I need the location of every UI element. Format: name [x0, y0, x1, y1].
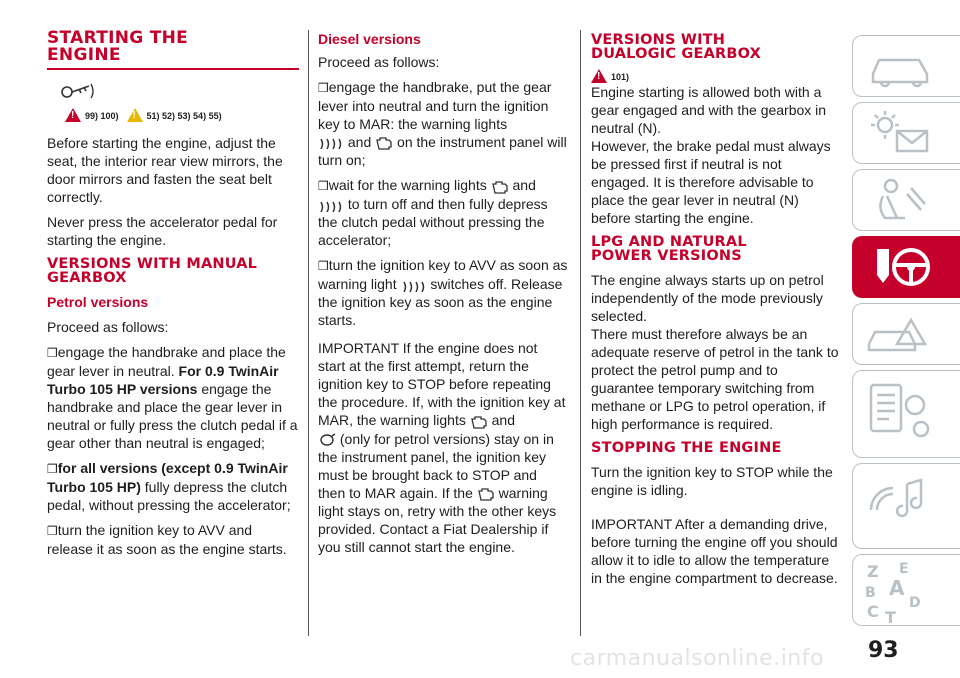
proceed-text: Proceed as follows:: [318, 54, 440, 70]
bullet-icon: ❒: [318, 81, 329, 95]
bullet-item: ❒engage the handbrake, put the gear lever into neutral and turn the ignition key to MAR: the warning lights and on the instrument panel will turn on;: [318, 79, 567, 169]
bullet-item: ❒turn the ignition key to AVV as soon as warning light switches off. Release the ignition key as soon as the engine starts.: [318, 257, 568, 329]
index-letter-d: D: [909, 595, 921, 611]
index-letter-t: T: [885, 608, 896, 625]
manual-gearbox-heading: VERSIONS WITH MANUAL GEARBOX: [47, 256, 258, 286]
engine-check-icon: [375, 135, 393, 151]
key-icon: [59, 80, 299, 102]
stopping-heading: STOPPING THE ENGINE: [591, 440, 782, 456]
tab-safety[interactable]: [852, 169, 960, 231]
bullet-icon: ❒: [318, 259, 329, 274]
bullet-icon: ❒: [47, 462, 58, 476]
bullet-item: ❒turn the ignition key to AVV and release it as soon as the engine starts.: [47, 522, 287, 557]
page-number: 93: [868, 638, 899, 663]
danger-icon: [65, 108, 81, 122]
bullet-item: ❒wait for the warning lights and to turn off and then fully depress the clutch pedal without pressing the accelerator;: [318, 177, 548, 249]
caution-icon: [127, 108, 143, 122]
column-divider: [308, 30, 309, 636]
seat-safety-icon: [863, 176, 943, 226]
engine-check-icon: [477, 486, 495, 502]
column-3: [591, 30, 841, 594]
maintenance-icon: [863, 377, 943, 453]
column-1: [47, 30, 299, 565]
refs-b[interactable]: 51) 52) 53) 54) 55): [146, 111, 222, 121]
column-2: [318, 30, 568, 563]
dualogic-heading: VERSIONS WITH DUALOGIC GEARBOX: [591, 32, 762, 62]
lpg-heading: LPG AND NATURAL POWER VERSIONS: [591, 234, 747, 264]
warning-refs: [591, 69, 841, 83]
index-letter-z: Z: [867, 562, 879, 581]
stop-important: IMPORTANT After a demanding drive, before turning the engine off you should allow it to idle to allow the temperature in the engine compartment to decrease.: [591, 516, 838, 586]
dualogic-text: Engine starting is allowed both with a gear engaged and with the gearbox in neutral (N). However, the brake pedal must always be pressed first if neutral is not engaged. It is therefore advisable to place the gear lever in neutral (N) before starting the engine.: [591, 84, 831, 226]
index-letter-c: C: [867, 602, 879, 621]
diesel-heading: Diesel versions: [318, 31, 421, 47]
ref-101[interactable]: 101): [611, 72, 630, 82]
tab-starting-driving[interactable]: [852, 236, 960, 298]
immobilizer-icon: [318, 433, 336, 447]
important-paragraph: IMPORTANT If the engine does not start at the first attempt, return the ignition key to STOP before repeating the procedure. If, with the ignition key at MAR, the warning lights and (only for petrol versions) stay on in the instrument panel, the ignition key must be brought back to STOP and then to MAR again. If the warning light stays on, retry with the other keys provided. Contact a Fiat Dealership if you still cannot start the engine.: [318, 340, 566, 555]
intro-paragraph-2: Never press the accelerator pedal for starting the engine.: [47, 214, 278, 248]
index-letter-b: B: [865, 585, 876, 601]
index-icon: [863, 561, 943, 625]
glow-plug-icon: [318, 137, 344, 149]
bullet-icon: ❒: [47, 524, 58, 538]
key-steering-icon: [863, 243, 943, 293]
multimedia-icon: [863, 470, 943, 544]
petrol-heading: Petrol versions: [47, 294, 149, 310]
lpg-text: The engine always starts up on petrol independently of the mode previously selected. There must therefore always be an adequate reserve of petrol in the tank to protect the petrol pump and to guarantee temporary switching from methane or LPG to petrol operation, if high performance is required.: [591, 272, 839, 432]
bullet-item: ❒for all versions (except 0.9 TwinAir Turbo 105 HP) fully depress the clutch pedal, without pressing the accelerator;: [47, 460, 291, 513]
glow-plug-icon: [318, 200, 344, 212]
bullet-icon: ❒: [47, 346, 58, 360]
watermark: carmanualsonline.info: [570, 646, 824, 671]
glow-plug-icon: [401, 280, 427, 292]
refs-a[interactable]: 99) 100): [85, 111, 119, 121]
title-rule: [47, 68, 299, 70]
tab-car[interactable]: [852, 35, 960, 97]
proceed-text: Proceed as follows:: [47, 319, 169, 335]
engine-check-icon: [470, 414, 488, 430]
breakdown-icon: [863, 310, 943, 360]
index-letter-e: E: [899, 561, 909, 577]
tab-multimedia[interactable]: [852, 463, 960, 549]
danger-icon: [591, 69, 607, 83]
car-icon: [863, 42, 943, 92]
engine-check-icon: [491, 179, 509, 195]
section-title-starting: STARTING THE ENGINE: [47, 28, 189, 65]
column-divider: [580, 30, 581, 636]
tab-index[interactable]: [852, 554, 960, 626]
bullet-item: ❒engage the handbrake and place the gear lever in neutral. For 0.9 TwinAir Turbo 105 HP versions engage the handbrake and place the gear lever in neutral or fully press the clutch pedal if a gear other than neutral is engaged;: [47, 344, 298, 451]
tab-emergency[interactable]: [852, 303, 960, 365]
stop-text: Turn the ignition key to STOP while the engine is idling.: [591, 464, 833, 498]
intro-paragraph-1: Before starting the engine, adjust the seat, the interior rear view mirrors, the door mirrors and fasten the seat belt correctly.: [47, 135, 283, 205]
index-letter-a: A: [889, 576, 905, 600]
warning-refs: [65, 108, 299, 128]
warning-lights-icon: [863, 109, 943, 159]
bullet-icon: ❒: [318, 179, 329, 194]
tab-warning-lights[interactable]: [852, 102, 960, 164]
tab-maintenance[interactable]: [852, 370, 960, 458]
